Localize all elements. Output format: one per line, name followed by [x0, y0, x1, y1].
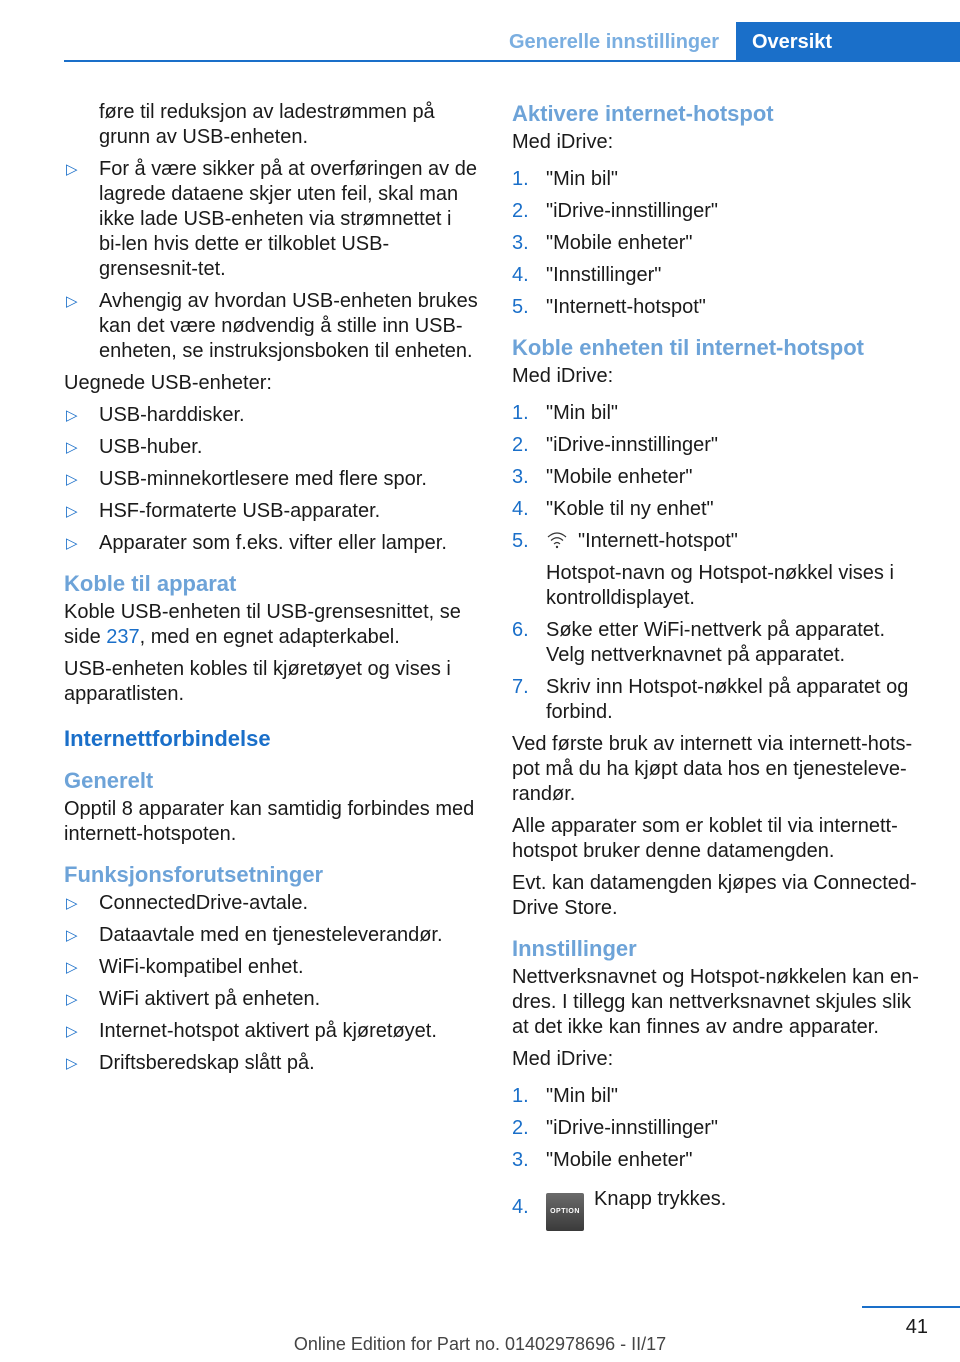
- step-item: 4. OPTIONKnapp trykkes.: [512, 1187, 926, 1231]
- connect-device-heading: Koble til apparat: [64, 571, 237, 596]
- settings-heading: Innstillinger: [512, 936, 637, 961]
- step-item: 1. "Min bil": [512, 168, 618, 190]
- settings-steps: [512, 1084, 926, 1231]
- triangle-right-icon: ▷: [66, 439, 78, 456]
- prerequisites-list: [64, 891, 478, 1076]
- list-item: ▷ Dataavtale med en tjenesteleverandør.: [66, 924, 443, 946]
- section-tab[interactable]: Generelle innstillinger: [508, 31, 720, 53]
- edition-footer: Online Edition for Part no. 01402978696 - II/17: [293, 1334, 667, 1354]
- step-item: 5. "Internett-hotspot" Hotspot-navn og Hotspot-nøkkel vises i kontrolldisplayet.: [512, 529, 926, 611]
- left-column: [64, 100, 478, 1083]
- connect-steps: [512, 401, 926, 725]
- with-idrive-label: Med iDrive:: [512, 365, 614, 387]
- prerequisites-heading: Funksjonsforutsetninger: [64, 862, 324, 887]
- triangle-right-icon: ▷: [66, 1023, 78, 1040]
- list-item: ▷ Apparater som f.eks. vifter eller lamper.: [66, 532, 447, 554]
- triangle-right-icon: ▷: [66, 161, 78, 178]
- triangle-right-icon: ▷: [66, 535, 78, 552]
- step-item: 2. "iDrive-innstillinger": [512, 434, 719, 456]
- unsuitable-label: Uegnede USB-enheter:: [64, 372, 272, 394]
- triangle-right-icon: ▷: [66, 927, 78, 944]
- step-item: 4. "Innstillinger": [512, 264, 662, 286]
- connect-text: Koble USB-enheten til USB-grensesnittet, se side 237, med en egnet adapterkabel.: [64, 601, 461, 648]
- continued-text: føre til reduksjon av ladestrømmen på grunn av USB-enheten.: [99, 101, 435, 148]
- usb-notes-list: [64, 157, 478, 364]
- list-item: ▷ Avhengig av hvordan USB-enheten brukes kan det være nødvendig å stille inn USB-enheten, se instruksjonsboken til enheten.: [66, 290, 478, 362]
- footer-rule: [862, 1306, 960, 1308]
- data-volume-text: Alle apparater som er koblet til via internett-hotspot bruker denne datamengden.: [512, 815, 898, 862]
- with-idrive-label: Med iDrive:: [512, 1048, 614, 1070]
- step-item: 6. Søke etter WiFi-nettverk på apparatet. Velg nettverknavnet på apparatet.: [512, 619, 886, 666]
- step-item: 1. "Min bil": [512, 1085, 618, 1107]
- list-item: ▷ HSF-formaterte USB-apparater.: [66, 500, 381, 522]
- list-item: ▷ WiFi aktivert på enheten.: [66, 988, 321, 1010]
- list-item: ▷ USB-minnekortlesere med flere spor.: [66, 468, 427, 490]
- with-idrive-label: Med iDrive:: [512, 131, 614, 153]
- page-link[interactable]: 237: [106, 626, 140, 648]
- triangle-right-icon: ▷: [66, 895, 78, 912]
- wifi-icon: [546, 531, 568, 549]
- step-item: 7. Skriv inn Hotspot-nøkkel på apparatet og forbind.: [512, 676, 909, 723]
- step-item: 3. "Mobile enheter": [512, 466, 693, 488]
- triangle-right-icon: ▷: [66, 407, 78, 424]
- step-note: Hotspot-navn og Hotspot-nøkkel vises i kontrolldisplayet.: [546, 562, 894, 609]
- right-column: [512, 100, 926, 1238]
- step-item: 3. "Mobile enheter": [512, 1149, 693, 1171]
- triangle-right-icon: ▷: [66, 503, 78, 520]
- triangle-right-icon: ▷: [66, 293, 78, 310]
- step-item: 4. "Koble til ny enhet": [512, 498, 714, 520]
- list-item: ▷ Driftsberedskap slått på.: [66, 1052, 315, 1074]
- general-text: Opptil 8 apparater kan samtidig forbindes med internett-hotspoten.: [64, 798, 475, 845]
- list-item: ▷ ConnectedDrive-avtale.: [66, 892, 308, 914]
- activate-hotspot-heading: Aktivere internet-hotspot: [512, 101, 774, 126]
- step-item: 1. "Min bil": [512, 402, 618, 424]
- step-item: 2. "iDrive-innstillinger": [512, 200, 719, 222]
- list-item: ▷ USB-harddisker.: [66, 404, 245, 426]
- step-item: 3. "Mobile enheter": [512, 232, 693, 254]
- list-item: ▷ WiFi-kompatibel enhet.: [66, 956, 304, 978]
- page-number: 41: [905, 1316, 928, 1338]
- first-use-text: Ved første bruk av internett via internett-hots-pot må du ha kjøpt data hos en tjenesteleve-randør.: [512, 733, 913, 805]
- continued-bullet: [64, 100, 478, 150]
- triangle-right-icon: ▷: [66, 959, 78, 976]
- connect-result-text: USB-enheten kobles til kjøretøyet og vises i apparatlisten.: [64, 658, 451, 705]
- list-item: ▷ Internet-hotspot aktivert på kjøretøyet.: [66, 1020, 437, 1042]
- option-button-icon: OPTION: [546, 1193, 584, 1231]
- step-item: 2. "iDrive-innstillinger": [512, 1117, 719, 1139]
- activate-steps: [512, 167, 926, 320]
- general-heading: Generelt: [64, 768, 154, 793]
- internet-heading: Internettforbindelse: [64, 726, 271, 751]
- triangle-right-icon: ▷: [66, 991, 78, 1008]
- settings-text: Nettverksnavnet og Hotspot-nøkkelen kan en-dres. I tillegg kan nettverksnavnet skjules slik at det ikke kan finnes av andre apparater.: [512, 966, 919, 1038]
- triangle-right-icon: ▷: [66, 1055, 78, 1072]
- step-item: 5. "Internett-hotspot": [512, 296, 706, 318]
- list-item: ▷ USB-huber.: [66, 436, 203, 458]
- unsuitable-devices-list: [64, 403, 478, 556]
- chapter-tab[interactable]: Oversikt: [736, 22, 960, 62]
- connect-hotspot-heading: Koble enheten til internet-hotspot: [512, 335, 864, 360]
- triangle-right-icon: ▷: [66, 471, 78, 488]
- list-item: ▷ For å være sikker på at overføringen av de lagrede dataene skjer uten feil, skal man ikke lade USB-enheten via strømnettet i bi-len hvis dette er tilkoblet USB-grensesnit-tet.: [66, 158, 477, 280]
- buy-data-text: Evt. kan datamengden kjøpes via Connected-Drive Store.: [512, 872, 917, 919]
